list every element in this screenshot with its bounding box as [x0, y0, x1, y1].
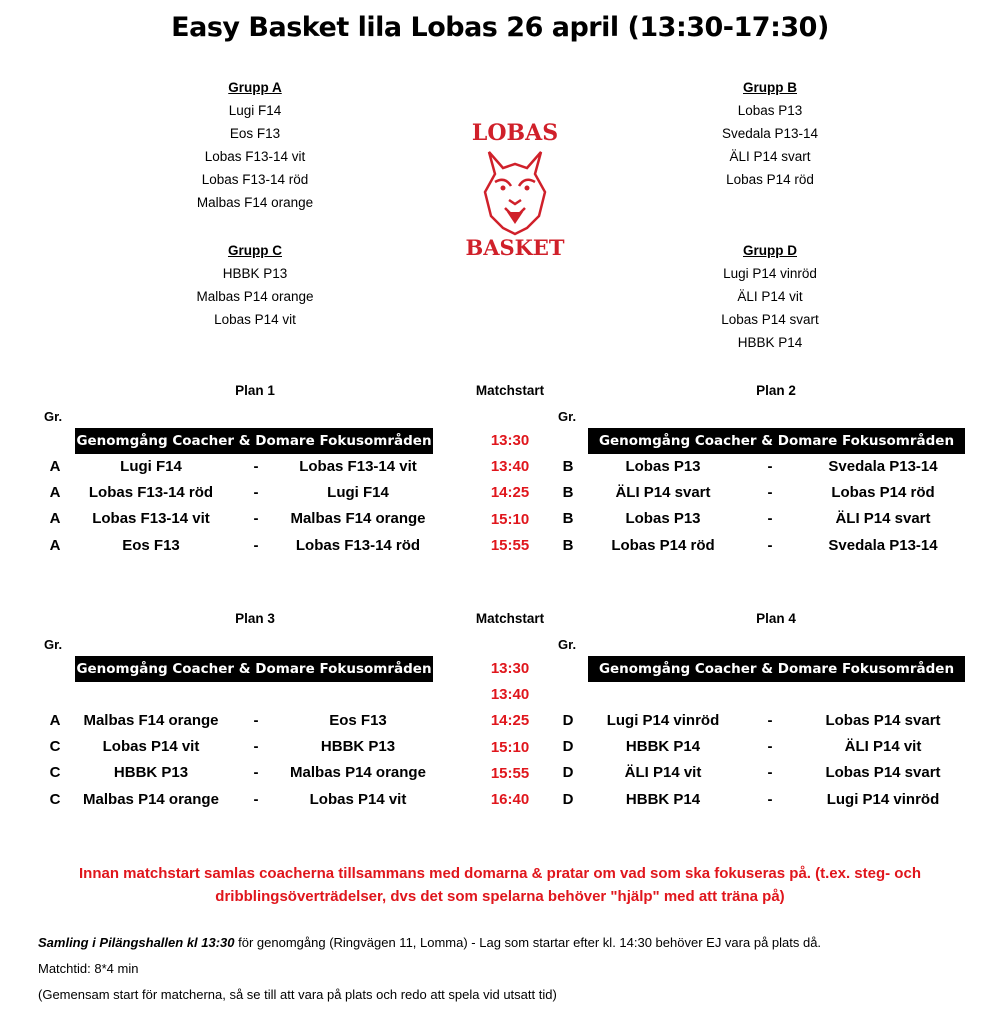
group-b-team: Lobas P13 — [737, 103, 803, 118]
away-team: Lugi P14 vinröd — [826, 790, 940, 808]
footer-line-1 — [38, 934, 821, 952]
match-start-time: 15:55 — [490, 764, 530, 782]
group-a-team: Lobas F13-14 vit — [204, 149, 306, 164]
match-start-time: 15:10 — [490, 510, 530, 528]
match-start-time: 13:40 — [490, 458, 530, 476]
match-group: B — [562, 536, 574, 554]
group-c — [125, 239, 385, 331]
away-team: Lobas P14 svart — [825, 712, 941, 729]
match-dash: - — [253, 790, 259, 808]
match-group: C — [49, 790, 61, 808]
match-row — [0, 708, 1000, 734]
home-team: HBBK P14 — [625, 790, 701, 808]
match-row — [0, 760, 1000, 786]
match-start-time: 16:40 — [490, 791, 530, 808]
home-team: Lobas P13 — [625, 458, 701, 475]
match-dash: - — [767, 738, 773, 756]
home-team: Lobas P14 röd — [611, 536, 715, 554]
plan-4-heading: Plan 4 — [756, 611, 796, 626]
match-dash: - — [253, 510, 259, 528]
coach-briefing-bar: Genomgång Coacher & Domare Fokusområden — [588, 428, 965, 454]
match-group: A — [49, 458, 61, 475]
group-a-team: Lobas F13-14 röd — [201, 172, 309, 187]
match-start-time: 15:55 — [490, 536, 530, 554]
match-start-time: 15:10 — [490, 738, 530, 756]
away-team: Malbas P14 orange — [290, 764, 426, 782]
home-team: Lobas P13 — [625, 510, 701, 528]
coach-briefing-bar: Genomgång Coacher & Domare Fokusområden — [75, 428, 433, 454]
match-dash: - — [767, 458, 773, 475]
coach-note: Innan matchstart samlas coacherna tillsammans med domarna & pratar om vad som ska fokuseras på. (t.ex. steg- och dribblingsöverträdelser, dvs det som spelarna behöver "hjälp" med att träna på) — [79, 865, 921, 905]
home-team: Lugi F14 — [120, 458, 182, 475]
matchstart-heading-1: Matchstart — [475, 383, 545, 398]
home-team: HBBK P13 — [113, 764, 189, 782]
group-a — [125, 76, 385, 214]
home-team: Eos F13 — [122, 536, 180, 554]
match-group: D — [562, 790, 574, 808]
match-start-time: 14:25 — [490, 484, 530, 502]
match-dash: - — [767, 536, 773, 554]
match-group: D — [562, 764, 574, 782]
match-row — [0, 533, 1000, 559]
match-row — [0, 454, 1000, 480]
group-b-heading: Grupp B — [743, 80, 797, 95]
gr-label: Gr. — [558, 637, 577, 652]
group-a-team: Eos F13 — [229, 126, 281, 141]
lynx-logo-icon — [455, 112, 575, 262]
plan-1-heading: Plan 1 — [235, 383, 275, 398]
match-dash: - — [767, 764, 773, 782]
match-group: A — [49, 536, 61, 554]
match-dash: - — [253, 764, 259, 782]
match-start-time: 14:25 — [490, 712, 530, 730]
match-group: A — [49, 510, 61, 528]
away-team: Lugi F14 — [327, 484, 389, 502]
group-d-team: Lobas P14 svart — [721, 312, 819, 327]
match-dash: - — [253, 484, 259, 502]
coach-briefing-bar: Genomgång Coacher & Domare Fokusområden — [588, 656, 965, 682]
match-start-time: 13:40 — [490, 686, 530, 704]
match-dash: - — [767, 484, 773, 502]
group-c-team: Lobas P14 vit — [214, 312, 296, 327]
match-group: B — [562, 510, 574, 528]
group-b-team: Svedala P13-14 — [721, 126, 819, 141]
home-team: Lobas P14 vit — [102, 738, 200, 756]
plan-3-heading: Plan 3 — [235, 611, 275, 626]
match-group: D — [562, 712, 574, 729]
group-c-heading: Grupp C — [228, 243, 282, 258]
group-d-heading: Grupp D — [743, 243, 797, 258]
away-team: Lobas F13-14 vit — [299, 458, 417, 475]
away-team: Lobas P14 svart — [825, 764, 941, 782]
lobas-basket-logo — [455, 112, 575, 262]
group-a-team: Lugi F14 — [228, 103, 282, 118]
matchstart-heading-2: Matchstart — [475, 611, 545, 626]
coach-briefing-bar: Genomgång Coacher & Domare Fokusområden — [75, 656, 433, 682]
gr-label: Gr. — [558, 409, 577, 424]
match-dash: - — [253, 712, 259, 729]
match-group: C — [49, 764, 61, 782]
home-team: ÄLI P14 svart — [615, 484, 711, 502]
match-group: A — [49, 484, 61, 502]
match-group: D — [562, 738, 574, 756]
away-team: ÄLI P14 svart — [835, 510, 931, 528]
away-team: Lobas F13-14 röd — [295, 536, 421, 554]
home-team: Lugi P14 vinröd — [606, 712, 720, 729]
away-team: Malbas F14 orange — [290, 510, 426, 528]
page-title: Easy Basket lila Lobas 26 april (13:30-17:30) — [171, 12, 829, 43]
group-d-team: ÄLI P14 vit — [737, 289, 803, 304]
group-c-team: Malbas P14 orange — [196, 289, 314, 304]
gr-label: Gr. — [44, 637, 63, 652]
footer-line-3: (Gemensam start för matcherna, så se till att vara på plats och redo att spela vid utsatt tid) — [38, 987, 557, 1002]
gr-label: Gr. — [44, 409, 63, 424]
match-group: C — [49, 738, 61, 756]
match-group: B — [562, 484, 574, 502]
match-row — [0, 734, 1000, 760]
footer-gathering-rest: för genomgång (Ringvägen 11, Lomma) - Lag som startar efter kl. 14:30 behöver EJ vara på plats då. — [234, 935, 822, 950]
group-d-team: HBBK P14 — [737, 335, 803, 350]
plan-2-heading: Plan 2 — [756, 383, 796, 398]
home-team: ÄLI P14 vit — [624, 764, 702, 782]
away-team: Lobas P14 vit — [309, 790, 407, 808]
match-row — [0, 787, 1000, 813]
match-dash: - — [253, 536, 259, 554]
away-team: Lobas P14 röd — [831, 484, 935, 502]
match-group: A — [49, 712, 61, 729]
home-team: Malbas F14 orange — [83, 712, 219, 729]
logo-top-text: LOBAS — [471, 120, 559, 146]
group-c-team: HBBK P13 — [222, 266, 288, 281]
away-team: ÄLI P14 vit — [844, 738, 922, 756]
match-start-time: 13:30 — [490, 660, 530, 677]
away-team: Svedala P13-14 — [828, 536, 938, 554]
group-b-team: Lobas P14 röd — [726, 172, 814, 187]
match-group: B — [562, 458, 574, 475]
home-team: Lobas F13-14 röd — [88, 484, 214, 502]
away-team: Svedala P13-14 — [828, 458, 938, 475]
home-team: HBBK P14 — [625, 738, 701, 756]
match-row — [0, 506, 1000, 532]
group-d-team: Lugi P14 vinröd — [723, 266, 817, 281]
footer-gathering-info: Samling i Pilängshallen kl 13:30 — [38, 935, 235, 950]
match-row — [0, 480, 1000, 506]
match-dash: - — [767, 790, 773, 808]
footer-line-2: Matchtid: 8*4 min — [38, 961, 139, 976]
logo-bottom-text: BASKET — [465, 235, 565, 260]
group-b-team: ÄLI P14 svart — [729, 149, 811, 164]
group-d — [640, 239, 900, 354]
group-b — [640, 76, 900, 191]
home-team: Lobas F13-14 vit — [92, 510, 210, 528]
away-team: Eos F13 — [329, 712, 387, 729]
away-team: HBBK P13 — [320, 738, 396, 756]
group-a-heading: Grupp A — [228, 80, 282, 95]
match-dash: - — [253, 738, 259, 756]
match-dash: - — [253, 458, 259, 475]
group-a-team: Malbas F14 orange — [196, 195, 314, 210]
match-start-time: 13:30 — [490, 432, 530, 449]
match-dash: - — [767, 510, 773, 528]
home-team: Malbas P14 orange — [83, 790, 219, 808]
match-dash: - — [767, 712, 773, 729]
